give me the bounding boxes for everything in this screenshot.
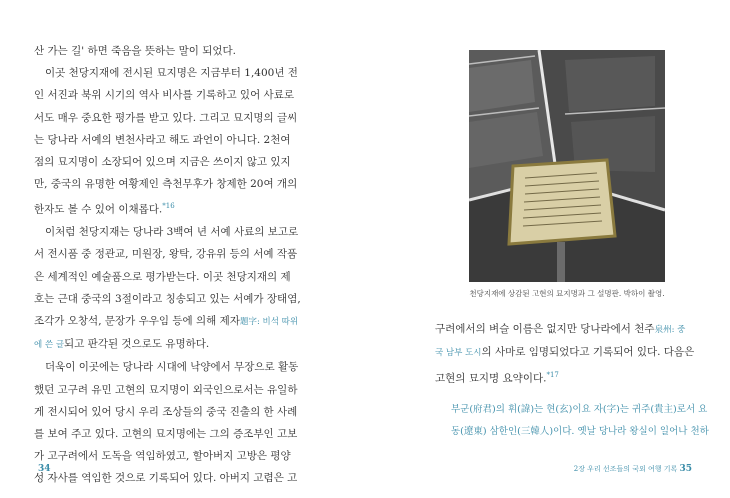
text-line: 이처럼 천당지재는 당나라 3백여 년 서예 사료의 보고로 — [45, 226, 299, 239]
left-body-text — [34, 40, 330, 490]
text-line: 만, 중국의 유명한 여황제인 측천무후가 창제한 20여 개의 — [34, 178, 298, 191]
text-line-with-note — [435, 341, 697, 364]
text-span: 의 사마로 임명되었다고 기록되어 있다. 다음은 — [481, 346, 695, 359]
text-line: 는 당나라 서예의 변천사라고 해도 과언이 아니다. 2천여 — [34, 133, 291, 146]
text-line: 서도 매우 중요한 평가를 받고 있다. 그리고 묘지명의 글씨 — [34, 111, 298, 124]
inline-note: 에 쓴 글 — [34, 340, 65, 351]
text-line: 했던 고구려 유민 고현의 묘지명이 외국인으로서는 유일하 — [34, 383, 298, 396]
text-line-with-footnote — [34, 195, 330, 221]
text-line: 를 보여 주고 있다. 고현의 묘지명에는 그의 증조부인 고보 — [34, 427, 298, 440]
text-line-with-note — [34, 310, 330, 333]
text-line: 은 세계적인 예술품으로 평가받는다. 이곳 천당지재의 제 — [34, 270, 291, 283]
text-line: 점의 묘지명이 소장되어 있으며 지금은 쓰이지 않고 있지 — [34, 156, 291, 169]
text-line-with-footnote — [435, 364, 697, 390]
text-span: 조각가 오창석, 문장가 우우임 등에 의해 제자 — [34, 314, 240, 327]
page-number: 34 — [38, 464, 51, 474]
inline-note: 題字: 비석 따위 — [239, 316, 299, 327]
footnote-marker: *17 — [546, 371, 559, 380]
quote-line: 부군(府君)의 휘(諱)는 현(玄)이요 자(字)는 귀주(貴主)로서 요 — [451, 404, 708, 415]
photo-graphic — [469, 50, 665, 282]
text-span: 되고 판각된 것으로도 유명하다. — [64, 338, 210, 351]
text-span: 고현의 묘지명 요약이다. — [435, 372, 547, 385]
page-number: 35 — [679, 464, 692, 474]
inline-note: 국 남부 도시 — [435, 348, 482, 359]
footnote-marker: *16 — [162, 202, 175, 211]
text-span: 한자도 볼 수 있어 이채롭다. — [34, 203, 163, 216]
inline-note: 泉州: 중 — [654, 325, 686, 335]
text-line-with-note — [435, 318, 697, 341]
running-footer — [574, 464, 692, 474]
right-body-text — [435, 318, 697, 390]
text-span: 구려에서의 벼슬 이름은 없지만 당나라에서 천주 — [435, 323, 655, 335]
text-line: 게 전시되어 있어 당시 우리 조상들의 중국 진출의 한 사례 — [34, 405, 298, 418]
photo-caption: 천당지재에 상감된 고현의 묘지명과 그 설명판. 박하이 촬영. — [469, 289, 665, 298]
text-line: 서 전시품 중 정관교, 미원장, 왕탁, 강유위 등의 서예 작품 — [34, 248, 298, 261]
text-line: 호는 근대 중국의 3절이라고 칭송되고 있는 서예가 장태염, — [34, 292, 301, 305]
text-line-with-note — [34, 333, 330, 356]
text-line: 성 자사를 역임한 것으로 기록되어 있다. 아버지 고렴은 고 — [34, 472, 298, 485]
text-line: 인 서진과 북위 시기의 역사 비사를 기록하고 있어 사료로 — [34, 89, 294, 102]
chapter-title: 2장 우리 선조들의 국외 여행 기록 — [573, 465, 678, 473]
epitaph-quote — [451, 399, 709, 443]
quote-line: 동(遼東) 삼한인(三韓人)이다. 옛날 당나라 왕실이 일어나 천하 — [451, 426, 709, 437]
text-line: 이곳 천당지재에 전시된 묘지명은 지금부터 1,400년 전 — [45, 67, 298, 80]
right-page — [365, 0, 730, 498]
text-line: 산 가는 길' 하면 죽음을 뜻하는 말이 되었다. — [34, 45, 237, 57]
text-line: 더욱이 이곳에는 당나라 시대에 낙양에서 무장으로 활동 — [45, 361, 299, 374]
text-line: 가 고구려에서 도독을 역임하였고, 할아버지 고방은 평양 — [34, 450, 291, 463]
framed-epitaph-photo — [469, 50, 665, 282]
